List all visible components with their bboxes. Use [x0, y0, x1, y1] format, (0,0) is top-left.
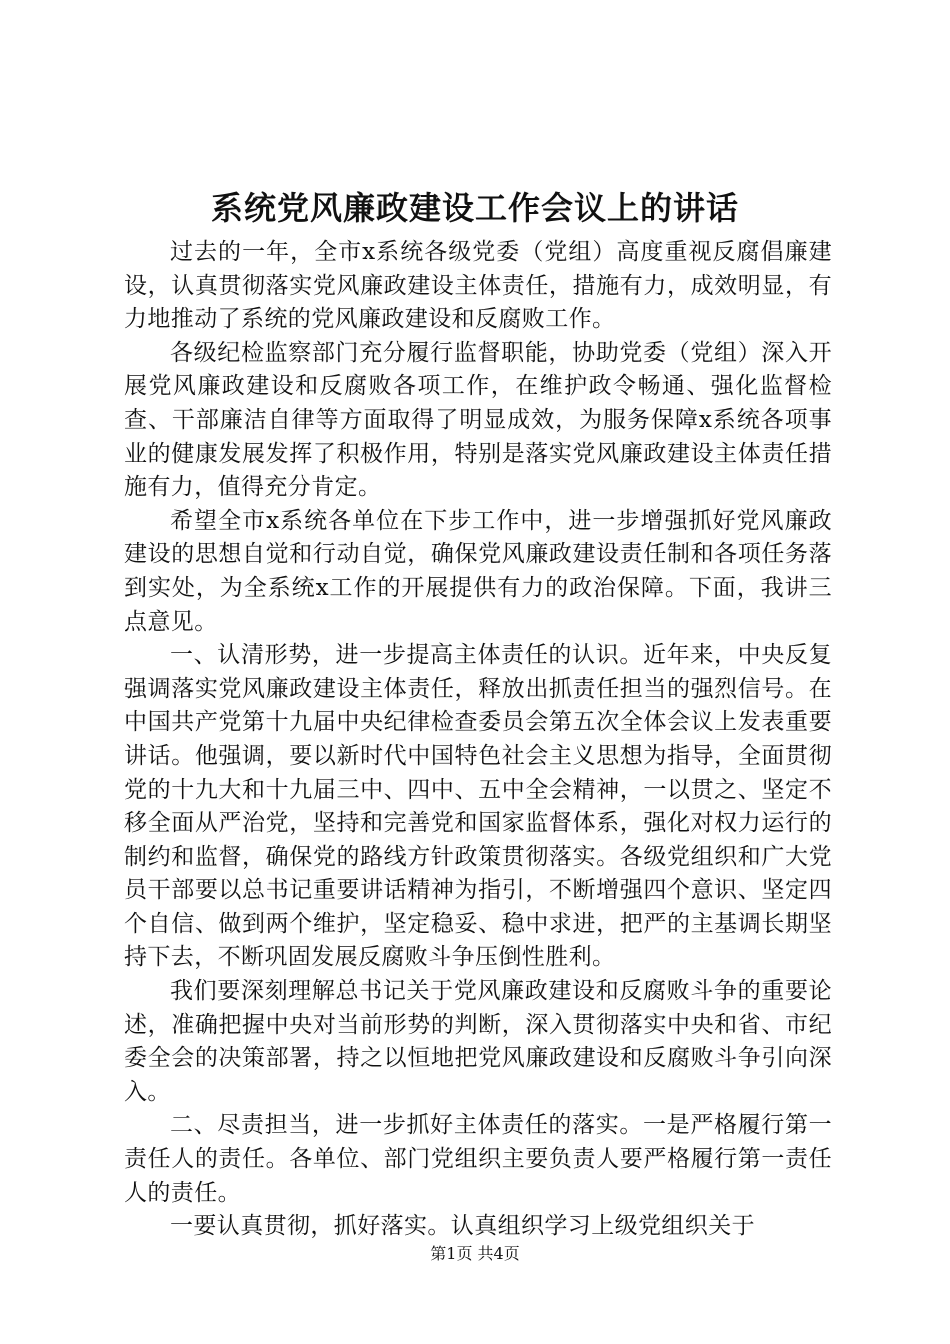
paragraph: 二、尽责担当，进一步抓好主体责任的落实。一是严格履行第一责任人的责任。各单位、部门党组织主要负责人要严格履行第一责任人的责任。 [124, 1112, 832, 1206]
paragraph: 希望全市x系统各单位在下步工作中，进一步增强抓好党风廉政建设的思想自觉和行动自觉，确保党风廉政建设责任制和各项任务落到实处，为全系统x工作的开展提供有力的政治保障。下面，我讲三点意见。 [124, 507, 832, 635]
page-number-footer: 第1页 共4页 [430, 1244, 520, 1263]
paragraph: 一要认真贯彻，抓好落实。认真组织学习上级党组织关于 [170, 1213, 755, 1240]
paragraph: 一、认清形势，进一步提高主体责任的认识。近年来，中央反复强调落实党风廉政建设主体责任，释放出抓责任担当的强烈信号。在中国共产党第十九届中央纪律检查委员会第五次全体会议上发表重要讲话。他强调，要以新时代中国特色社会主义思想为指导，全面贯彻党的十九大和十九届三中、四中、五中全会精神，一以贯之、坚定不移全面从严治党，坚持和完善党和国家监督体系，强化对权力运行的制约和监督，确保党的路线方针政策贯彻落实。各级党组织和广大党员干部要以总书记重要讲话精神为指引，不断增强四个意识、坚定四个自信、做到两个维护，坚定稳妥、稳中求进，把严的主基调长期坚持下去，不断巩固发展反腐败斗争压倒性胜利。 [124, 642, 832, 971]
paragraph: 过去的一年，全市x系统各级党委（党组）高度重视反腐倡廉建设，认真贯彻落实党风廉政建设主体责任，措施有力，成效明显，有力地推动了系统的党风廉政建设和反腐败工作。 [124, 239, 832, 333]
paragraph: 我们要深刻理解总书记关于党风廉政建设和反腐败斗争的重要论述，准确把握中央对当前形势的判断，深入贯彻落实中央和省、市纪委全会的决策部署，持之以恒地把党风廉政建设和反腐败斗争引向深入。 [124, 978, 832, 1105]
paragraph: 各级纪检监察部门充分履行监督职能，协助党委（党组）深入开展党风廉政建设和反腐败各项工作，在维护政令畅通、强化监督检查、干部廉洁自律等方面取得了明显成效，为服务保障x系统各项事业的健康发展发挥了积极作用，特别是落实党风廉政建设主体责任措施有力，值得充分肯定。 [124, 339, 832, 501]
document-title: 系统党风廉政建设工作会议上的讲话 [210, 189, 739, 227]
document-body [124, 236, 832, 1244]
